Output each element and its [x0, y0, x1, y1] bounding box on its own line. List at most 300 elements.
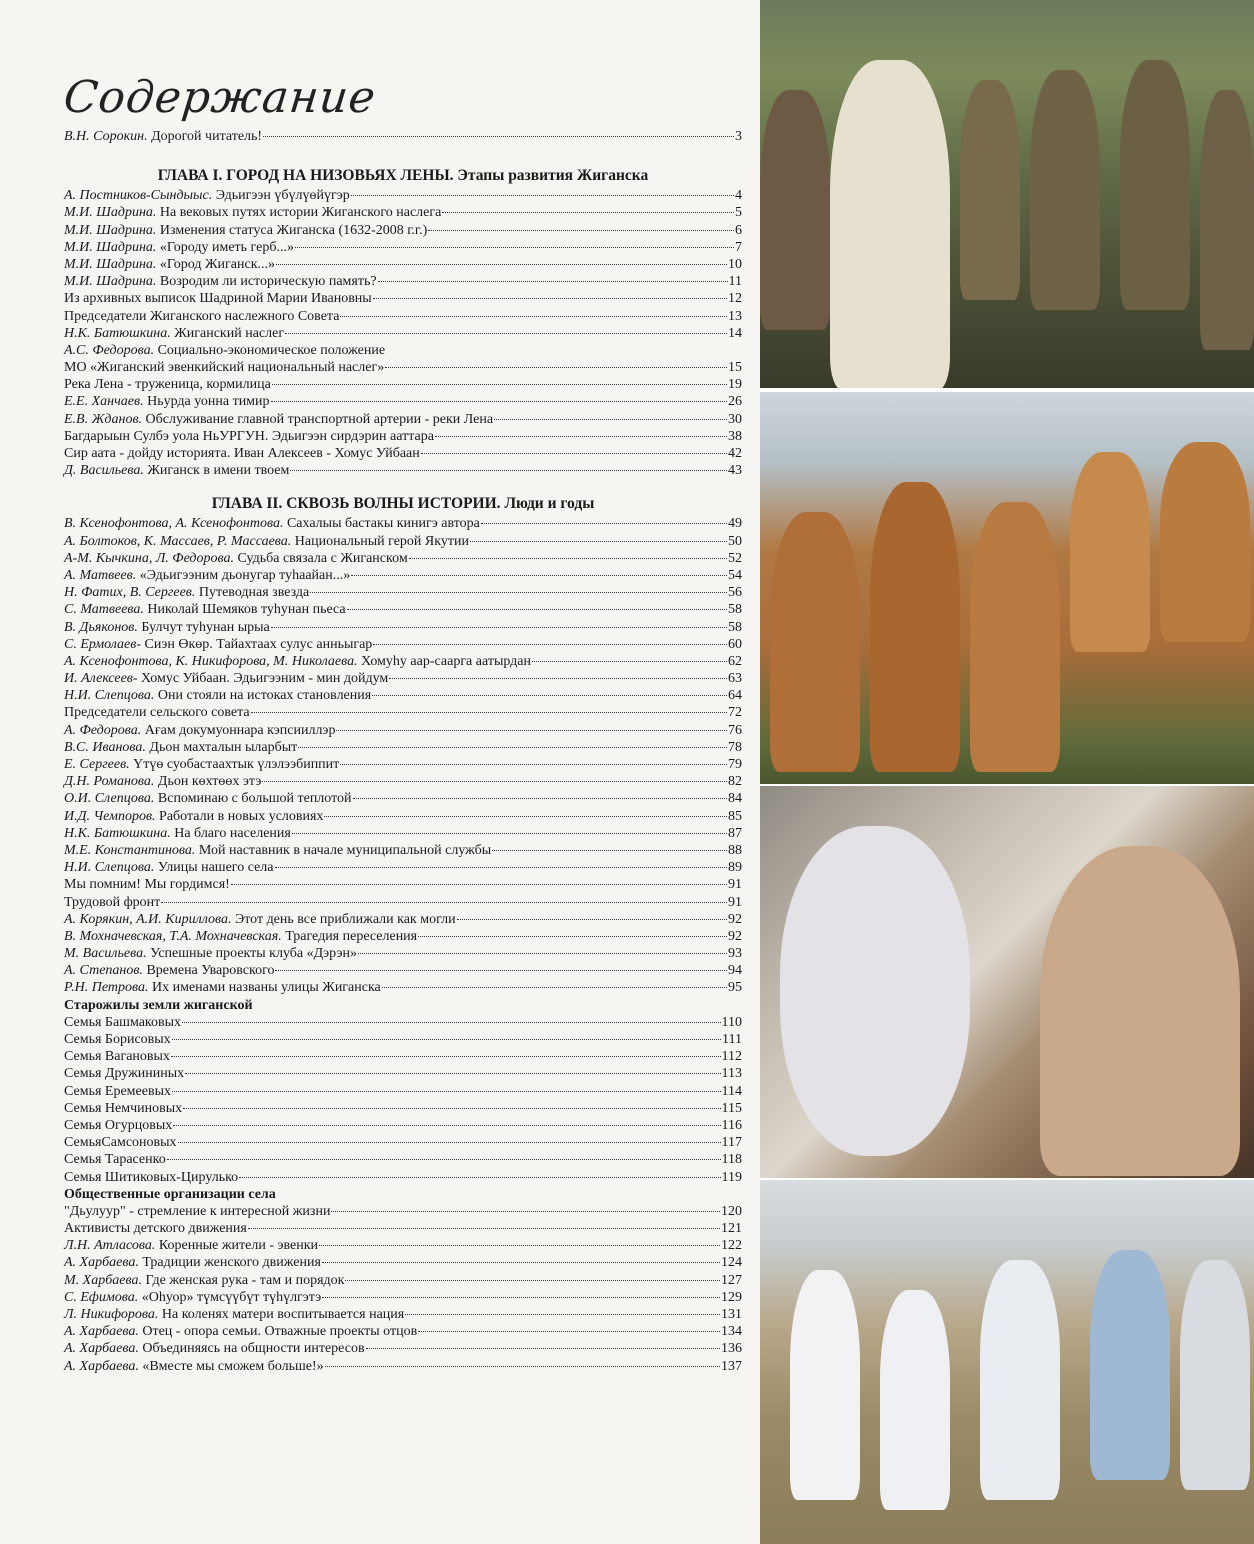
toc-entry[interactable]	[64, 1031, 742, 1048]
chapter-2-entries	[64, 515, 742, 996]
toc-entry[interactable]	[64, 1289, 742, 1306]
entry-author: А. Матвеев.	[64, 567, 137, 583]
dot-leader	[263, 136, 734, 137]
entry-title: Отец - опора семьи. Отважные проекты отцов	[142, 1324, 418, 1340]
entry-title: Традиции женского движения	[142, 1255, 321, 1271]
toc-entry[interactable]	[64, 1117, 742, 1134]
entry-author: В.С. Иванова.	[64, 739, 146, 755]
toc-entry[interactable]	[64, 1169, 742, 1186]
entry-title: Сиэн Өкөр. Тайахтаах сулус анньыгар	[144, 636, 373, 652]
toc-entry[interactable]	[64, 393, 742, 410]
toc-entry[interactable]	[64, 756, 742, 773]
entry-page: 114	[721, 1083, 742, 1099]
entry-author: В.Н. Сорокин.	[64, 129, 148, 144]
entry-author: И. Алексеев-	[64, 671, 138, 687]
toc-entry[interactable]	[64, 1014, 742, 1031]
entry-page: 117	[721, 1135, 742, 1151]
dot-leader	[470, 541, 727, 542]
toc-entry[interactable]	[64, 962, 742, 979]
figure-shape	[1070, 452, 1150, 652]
figure-shape	[1120, 60, 1190, 310]
entry-page: 84	[728, 791, 742, 807]
toc-entry[interactable]	[64, 359, 742, 376]
page-heading: Содержание	[61, 72, 379, 123]
toc-entry[interactable]	[64, 239, 742, 256]
entry-title: Улицы нашего села	[157, 860, 274, 876]
dot-leader	[161, 902, 727, 903]
entry-author: М.Е. Константинова.	[64, 842, 196, 858]
entry-author: А. Харбаева.	[64, 1324, 139, 1340]
entry-author: Е.Е. Ханчаев.	[64, 394, 144, 410]
entry-page: 7	[735, 239, 742, 255]
toc-entry[interactable]	[64, 619, 742, 636]
dot-leader	[351, 195, 734, 196]
entry-title: Булчут туһунан ырыа	[141, 619, 270, 635]
entry-page: 72	[728, 705, 742, 721]
dot-leader	[171, 1056, 721, 1057]
toc-entry[interactable]	[64, 1220, 742, 1237]
entry-page: 78	[728, 739, 742, 755]
entry-page: 56	[728, 585, 742, 601]
dot-leader	[382, 987, 727, 988]
dot-leader	[248, 1228, 720, 1229]
figure-shape	[1180, 1260, 1250, 1490]
entry-page: 6	[735, 222, 742, 238]
toc-entry[interactable]	[64, 687, 742, 704]
entry-title: Багдарыын Сулбэ уола НьУРГУН. Эдьигээн сирдэрин ааттара	[64, 428, 434, 444]
dot-leader	[418, 1331, 720, 1332]
table-of-contents	[64, 128, 742, 1375]
entry-page: 19	[728, 377, 742, 393]
entry-title: Дорогой читатель!	[151, 129, 263, 144]
section-orgs-entries	[64, 1203, 742, 1375]
entry-author: С. Ермолаев-	[64, 636, 142, 652]
entry-page: 121	[721, 1221, 742, 1237]
entry-title: Активисты детского движения	[64, 1221, 247, 1237]
toc-entry-intro[interactable]	[64, 128, 742, 145]
dot-leader	[336, 730, 727, 731]
entry-title: Работали в новых условиях	[159, 808, 324, 824]
dot-leader	[418, 936, 727, 937]
entry-page: 60	[728, 636, 742, 652]
entry-page: 94	[728, 963, 742, 979]
figure-shape	[1160, 442, 1250, 642]
dot-leader	[324, 816, 727, 817]
entry-title: На коленях матери воспитывается нация	[161, 1307, 405, 1322]
entry-title: Мы помним! Мы гордимся!	[64, 877, 230, 893]
entry-page: 79	[728, 757, 742, 772]
entry-author: М. Васильева.	[64, 946, 147, 962]
entry-page: 58	[728, 602, 742, 618]
toc-entry[interactable]	[64, 670, 742, 687]
entry-title: Их именами названы улицы Жиганска	[152, 980, 381, 996]
entry-author: А. Федорова.	[64, 722, 142, 738]
entry-author: Л.Н. Атласова.	[64, 1238, 156, 1254]
figure-shape	[1030, 70, 1100, 310]
entry-title: Судьба связала с Жиганском	[237, 550, 408, 566]
entry-title: «Городу иметь герб...»	[159, 239, 294, 255]
dot-leader	[310, 592, 727, 593]
entry-page: 4	[735, 188, 742, 204]
dot-leader	[347, 609, 727, 610]
toc-entry[interactable]	[64, 928, 742, 945]
dot-leader	[358, 953, 727, 954]
toc-entry[interactable]	[64, 533, 742, 550]
entry-title: "Дьулуур" - стремление к интересной жизни	[64, 1203, 331, 1219]
toc-entry[interactable]	[64, 376, 742, 393]
entry-title: Обслуживание главной транспортной артерии - реки Лена	[145, 411, 494, 427]
entry-author: Н.И. Слепцова.	[64, 688, 155, 704]
entry-title: Изменения статуса Жиганска (1632-2008 г.г.)	[159, 222, 428, 238]
entry-page: 64	[728, 688, 742, 704]
toc-entry[interactable]	[64, 204, 742, 221]
dot-leader	[172, 1091, 721, 1092]
toc-entry[interactable]	[64, 462, 742, 479]
entry-author: А. Ксенофонтова, К. Никифорова, М. Николаева.	[64, 653, 358, 669]
dot-leader	[322, 1262, 720, 1263]
entry-title: Мой наставник в начале муниципальной службы	[198, 842, 492, 858]
dot-leader	[409, 558, 727, 559]
entry-author: В. Дьяконов.	[64, 619, 138, 635]
entry-page: 14	[728, 325, 742, 341]
entry-page: 26	[728, 394, 742, 410]
dot-leader	[272, 384, 727, 385]
toc-entry[interactable]	[64, 1151, 742, 1168]
toc-entry[interactable]	[64, 1358, 742, 1375]
entry-page: 91	[728, 894, 742, 910]
dot-leader	[275, 867, 728, 868]
dot-leader	[262, 781, 727, 782]
toc-entry[interactable]	[64, 1306, 742, 1323]
dot-leader	[178, 1142, 721, 1143]
entry-page: 111	[722, 1032, 742, 1047]
figure-shape	[1200, 90, 1254, 350]
entry-author: А-М. Кычкина, Л. Федорова.	[64, 550, 234, 566]
toc-entry[interactable]	[64, 411, 742, 428]
dot-leader	[319, 1245, 720, 1246]
entry-page: 30	[728, 411, 742, 427]
entry-page: 115	[721, 1100, 742, 1116]
entry-page: 52	[728, 550, 742, 566]
dot-leader	[492, 850, 727, 851]
entry-author: М.И. Шадрина.	[64, 222, 157, 238]
toc-entry[interactable]	[64, 1083, 742, 1100]
dot-leader	[366, 1348, 720, 1349]
dot-leader	[173, 1125, 720, 1126]
entry-title: Семья Башмаковых	[64, 1014, 182, 1030]
toc-entry[interactable]	[64, 773, 742, 790]
entry-title: Путеводная звезда	[198, 585, 310, 601]
toc-entry[interactable]	[64, 1237, 742, 1254]
toc-entry[interactable]	[64, 515, 742, 532]
dot-leader	[295, 247, 734, 248]
entry-title: Ньурда уонна тимир	[147, 394, 270, 410]
entry-title: Трудовой фронт	[64, 894, 161, 910]
toc-entry[interactable]	[64, 979, 742, 996]
toc-entry[interactable]	[64, 876, 742, 893]
dot-leader	[285, 333, 727, 334]
figure-shape	[1090, 1250, 1170, 1480]
entry-title: «Оһуор» түмсүүбүт түһүлгэтэ	[141, 1289, 322, 1305]
toc-entry[interactable]	[64, 739, 742, 756]
toc-entry[interactable]	[64, 790, 742, 807]
entry-title: «Эдьигээним дьонугар туһаайан...»	[139, 567, 351, 583]
entry-author: В. Ксенофонтова, А. Ксенофонтова.	[64, 516, 284, 532]
toc-entry[interactable]	[64, 584, 742, 601]
entry-title: Дьон көхтөөх этэ	[157, 774, 262, 790]
toc-entry[interactable]	[64, 1254, 742, 1271]
entry-author: А. Харбаева.	[64, 1341, 139, 1357]
dot-leader	[373, 298, 727, 299]
dot-leader	[428, 230, 734, 231]
entry-title: Семья Вагановых	[64, 1049, 170, 1065]
entry-page: 92	[728, 928, 742, 944]
entry-author: М.И. Шадрина.	[64, 205, 157, 221]
entry-title: Семья Шитиковых-Цирулько	[64, 1169, 239, 1185]
toc-entry[interactable]	[64, 273, 742, 290]
toc-entry[interactable]	[64, 550, 742, 567]
entry-page: 63	[728, 671, 742, 687]
entry-title: Дьон махталын ыларбыт	[149, 739, 298, 755]
toc-entry[interactable]	[64, 945, 742, 962]
entry-page: 122	[721, 1238, 742, 1254]
entry-title: Коренные жители - эвенки	[158, 1238, 319, 1254]
chapter-2-subtitle: Люди и годы	[504, 495, 595, 513]
entry-title: Сир аата - дойду историята. Иван Алексеев - Хомус Уйбаан	[64, 446, 420, 461]
toc-entry[interactable]	[64, 722, 742, 739]
toc-entry[interactable]	[64, 1272, 742, 1289]
entry-page: 119	[721, 1169, 742, 1185]
dot-leader	[172, 1039, 721, 1040]
entry-page: 127	[721, 1272, 742, 1288]
entry-title: Успешные проекты клуба «Дэрэн»	[150, 946, 358, 962]
entry-page: 137	[721, 1358, 742, 1374]
dot-leader	[435, 436, 727, 437]
entry-page: 91	[728, 877, 742, 893]
toc-entry[interactable]	[64, 911, 742, 928]
toc-entry[interactable]	[64, 1100, 742, 1117]
figure-shape	[790, 1270, 860, 1500]
entry-author: С. Ефимова.	[64, 1289, 139, 1305]
entry-author: М. Харбаева.	[64, 1272, 142, 1288]
entry-author: М.И. Шадрина.	[64, 274, 157, 290]
dot-leader	[185, 1073, 720, 1074]
entry-page: 110	[721, 1014, 742, 1030]
toc-entry[interactable]	[64, 859, 742, 876]
entry-page: 82	[728, 774, 742, 790]
toc-entry[interactable]	[64, 1203, 742, 1220]
dot-leader	[271, 401, 727, 402]
section-oldtimers-entries	[64, 1014, 742, 1186]
entry-title: Где женская рука - там и порядок	[145, 1272, 345, 1288]
toc-entry[interactable]	[64, 308, 742, 325]
entry-author: М.И. Шадрина.	[64, 256, 157, 272]
entry-title: СемьяСамсоновых	[64, 1135, 177, 1151]
toc-entry[interactable]	[64, 342, 742, 359]
toc-entry[interactable]	[64, 1134, 742, 1151]
toc-entry[interactable]	[64, 1048, 742, 1065]
entry-author: Д. Васильева.	[64, 463, 144, 479]
toc-entry[interactable]	[64, 325, 742, 342]
entry-page: 10	[728, 256, 742, 272]
entry-page: 112	[721, 1049, 742, 1065]
chapter-1-heading	[64, 165, 742, 187]
entry-page: 62	[728, 653, 742, 669]
entry-author: Н.И. Слепцова.	[64, 860, 155, 876]
entry-author: А. Болтоков, К. Массаев, Р. Массаева.	[64, 533, 292, 549]
entry-page: 42	[728, 446, 742, 461]
entry-page: 129	[721, 1289, 742, 1305]
entry-page: 88	[728, 842, 742, 858]
toc-entry[interactable]	[64, 636, 742, 653]
dot-leader	[292, 833, 727, 834]
figure-shape	[770, 512, 860, 772]
entry-author: О.И. Слепцова.	[64, 791, 155, 807]
entry-author: М.И. Шадрина.	[64, 239, 157, 255]
dot-leader	[405, 1314, 720, 1315]
entry-page: 134	[721, 1324, 742, 1340]
dot-leader	[271, 627, 727, 628]
figure-shape	[780, 826, 970, 1156]
entry-page: 54	[728, 567, 742, 583]
dot-leader	[239, 1177, 720, 1178]
entry-title: Семья Еремеевых	[64, 1083, 171, 1099]
toc-entry[interactable]	[64, 1340, 742, 1357]
toc-entry[interactable]	[64, 653, 742, 670]
toc-entry[interactable]	[64, 601, 742, 618]
dot-leader	[345, 1280, 720, 1281]
dot-leader	[182, 1022, 720, 1023]
toc-entry[interactable]	[64, 222, 742, 239]
entry-page: 87	[728, 825, 742, 841]
entry-page: 11	[728, 274, 742, 290]
entry-page: 89	[728, 860, 742, 876]
entry-title: Вспоминаю с большой теплотой	[157, 791, 352, 807]
entry-page: 93	[728, 946, 742, 962]
entry-page: 85	[728, 808, 742, 824]
entry-title: Ағам докумуоннара кэпсииллэр	[144, 722, 336, 738]
section-oldtimers-title: Старожилы земли жиганской	[64, 997, 253, 1013]
dot-leader	[389, 678, 727, 679]
entry-title: На вековых путях истории Жиганского наслега	[159, 205, 442, 221]
mother-child-singer-photo	[760, 786, 1254, 1178]
entry-page: 113	[721, 1066, 742, 1082]
entry-author: Е.В. Жданов.	[64, 411, 143, 427]
entry-title: Объединяясь на общности интересов	[142, 1341, 365, 1357]
entry-author: И.Д. Чемпоров.	[64, 808, 156, 824]
toc-entry[interactable]	[64, 704, 742, 721]
toc-entry[interactable]	[64, 842, 742, 859]
entry-author: Д.Н. Романова.	[64, 774, 155, 790]
entry-title: Они стояли на истоках становления	[157, 688, 372, 704]
entry-page: 116	[721, 1117, 742, 1133]
dot-leader	[353, 798, 727, 799]
entry-page: 38	[728, 428, 742, 444]
entry-author: А. Харбаева.	[64, 1255, 139, 1271]
photo-column	[760, 0, 1254, 1544]
toc-entry[interactable]	[64, 290, 742, 307]
dot-leader	[183, 1108, 720, 1109]
figure-shape	[960, 80, 1020, 300]
entry-author: Н.К. Батюшкина.	[64, 825, 171, 841]
entry-title: Возродим ли историческую память?	[159, 274, 377, 290]
entry-page: 3	[735, 129, 742, 144]
toc-entry[interactable]	[64, 256, 742, 273]
entry-title: Председатели Жиганского наслежного Совета	[64, 308, 340, 324]
toc-entry[interactable]	[64, 567, 742, 584]
figure-shape	[760, 90, 830, 330]
dot-leader	[481, 523, 727, 524]
toc-entry[interactable]	[64, 1065, 742, 1082]
entry-page: 124	[721, 1255, 742, 1271]
entry-author: А.С. Федорова.	[64, 342, 155, 358]
dot-leader	[325, 1366, 720, 1367]
toc-entry[interactable]	[64, 825, 742, 842]
entry-title: Хомуһу аар-саарга аатырдан	[361, 653, 532, 669]
entry-title: Национальный герой Якутии	[294, 533, 469, 549]
figure-shape	[980, 1260, 1060, 1500]
entry-page: 50	[728, 533, 742, 549]
dot-leader	[340, 316, 727, 317]
dot-leader	[231, 884, 727, 885]
entry-page: 5	[735, 205, 742, 221]
entry-author: Н.К. Батюшкина.	[64, 325, 171, 341]
toc-entry[interactable]	[64, 187, 742, 204]
entry-page: 120	[721, 1203, 742, 1219]
entry-title: Семья Тарасенко	[64, 1152, 166, 1168]
entry-title: Эдьигээн үбүлүөйүгэр	[215, 188, 350, 204]
figure-shape	[970, 502, 1060, 772]
figure-shape	[880, 1290, 950, 1510]
entry-author: А. Харбаева.	[64, 1358, 139, 1374]
entry-author: Е. Сергеев.	[64, 757, 130, 772]
dot-leader	[351, 575, 727, 576]
entry-page: 118	[721, 1152, 742, 1168]
entry-title: Семья Огурцовых	[64, 1117, 173, 1133]
dot-leader	[276, 264, 727, 265]
entry-page: 95	[728, 980, 742, 996]
toc-entry[interactable]	[64, 808, 742, 825]
entry-title: «Вместе мы сможем больше!»	[142, 1358, 324, 1374]
entry-title: МО «Жиганский эвенкийский национальный наслег»	[64, 360, 385, 376]
entry-author: В. Мохначевская, Т.А. Мохначевская.	[64, 928, 282, 944]
entry-page: 58	[728, 619, 742, 635]
toc-entry[interactable]	[64, 1323, 742, 1340]
entry-title: Семья Дружининых	[64, 1066, 185, 1082]
entry-page: 49	[728, 516, 742, 532]
toc-entry[interactable]	[64, 428, 742, 445]
dot-leader	[331, 1211, 720, 1212]
entry-author: Р.Н. Петрова.	[64, 980, 149, 996]
toc-entry[interactable]	[64, 894, 742, 911]
dot-leader	[373, 644, 727, 645]
dot-leader	[340, 764, 727, 765]
toc-entry[interactable]	[64, 445, 742, 462]
dancers-photo	[760, 392, 1254, 784]
entry-title: Председатели сельского совета	[64, 705, 250, 721]
entry-title: Жиганск в имени твоем	[147, 463, 290, 479]
entry-title: «Город Жиганск...»	[159, 256, 275, 272]
entry-title: Семья Немчиновых	[64, 1100, 183, 1116]
dot-leader	[532, 661, 727, 662]
dot-leader	[167, 1159, 721, 1160]
entry-title: Үтүө суобастаахтык үлэлээбиппит	[133, 757, 340, 772]
dot-leader	[442, 212, 734, 213]
entry-title: Этот день все приближали как могли	[234, 911, 456, 927]
entry-title: Семья Борисовых	[64, 1032, 171, 1047]
entry-page: 76	[728, 722, 742, 738]
entry-title: На благо населения	[174, 825, 291, 841]
